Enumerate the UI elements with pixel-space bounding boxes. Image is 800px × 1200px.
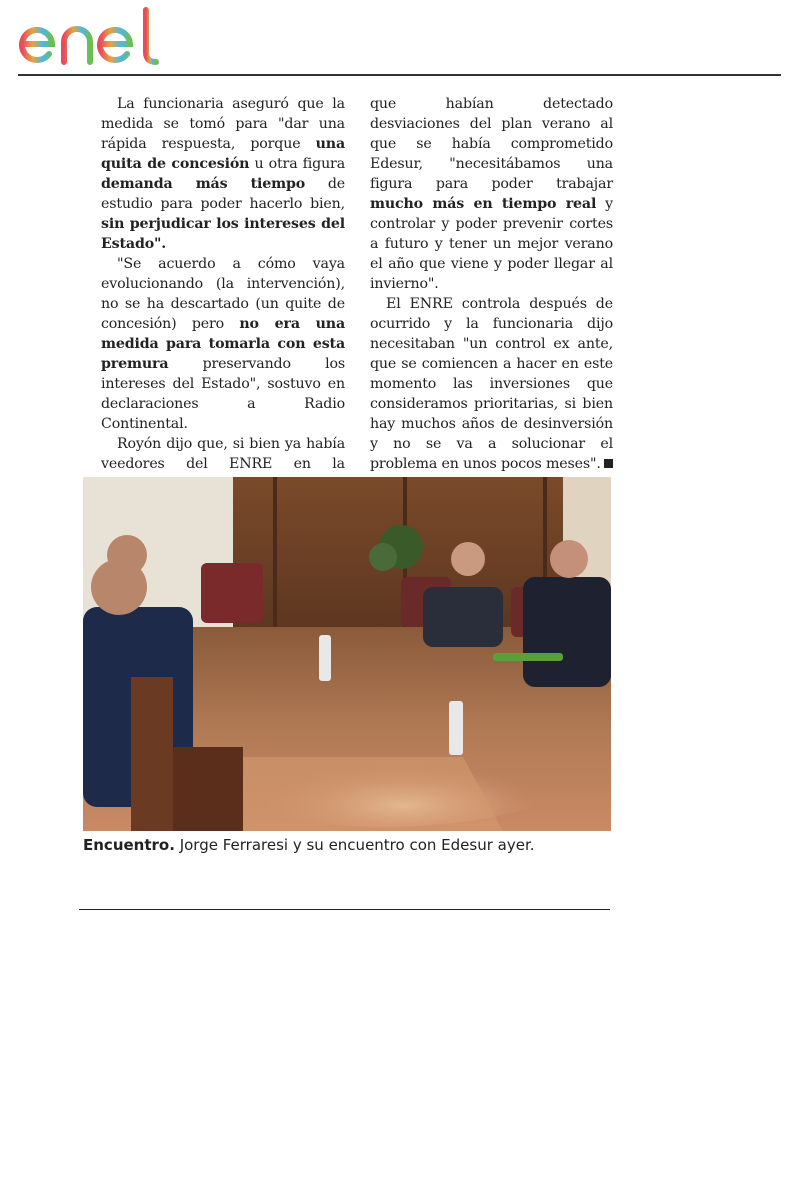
footer-divider xyxy=(79,909,610,910)
article-paragraph xyxy=(101,254,345,434)
text-run: Royón dijo que, si bien ya había veedores del ENRE en la xyxy=(101,436,345,472)
text-run: que habían detectado desviaciones del plan verano al que se había comprometido Edesur, "necesitábamos una figura para poder trabajar xyxy=(370,96,613,192)
article-paragraph xyxy=(101,94,345,254)
photo-caption xyxy=(83,836,623,854)
end-of-article-mark xyxy=(604,459,613,468)
bold-run: sin perjudicar los intereses del Estado". xyxy=(101,216,345,252)
text-run: y controlar y poder prevenir cortes a futuro y tener un mejor verano el año que viene y poder llegar al invierno". xyxy=(370,196,613,292)
text-run: preservando los intereses del Estado", sostuvo en declaraciones a Radio Continental. xyxy=(101,356,345,432)
caption-lead: Encuentro. xyxy=(83,836,175,854)
bold-run: no era una medida para tomarla con esta premura xyxy=(101,316,345,372)
bold-run: una quita de concesión xyxy=(101,136,345,172)
enel-logo xyxy=(16,4,186,68)
bold-run: demanda más tiempo xyxy=(101,176,306,192)
article-paragraph xyxy=(370,294,613,474)
article-column-right xyxy=(370,94,613,474)
text-run: El ENRE controla después de ocurrido y la funcionaria dijo necesitaban "un control ex ante, que se comiencen a hacer en este momento las inversiones que consideramos prioritarias, si bien hay muchos años de desinversión y no se va a solucionar el problema en unos pocos meses". xyxy=(370,296,613,472)
text-run: "Se acuerdo a cómo vaya evolucionando (la intervención), no se ha descartado (un quite de concesión) pero xyxy=(101,256,345,332)
text-run: La funcionaria aseguró que la medida se tomó para "dar una rápida respuesta, porque xyxy=(101,96,345,152)
bold-run: mucho más en tiempo real xyxy=(370,196,597,212)
text-run: de estudio para poder hacerlo bien, xyxy=(101,176,345,212)
text-run: u otra figura xyxy=(249,156,345,172)
caption-text: Jorge Ferraresi y su encuentro con Edesur ayer. xyxy=(179,836,535,854)
article-paragraph xyxy=(370,94,613,294)
article-column-left xyxy=(101,94,345,494)
header-divider xyxy=(18,74,781,76)
meeting-photo xyxy=(83,477,611,831)
